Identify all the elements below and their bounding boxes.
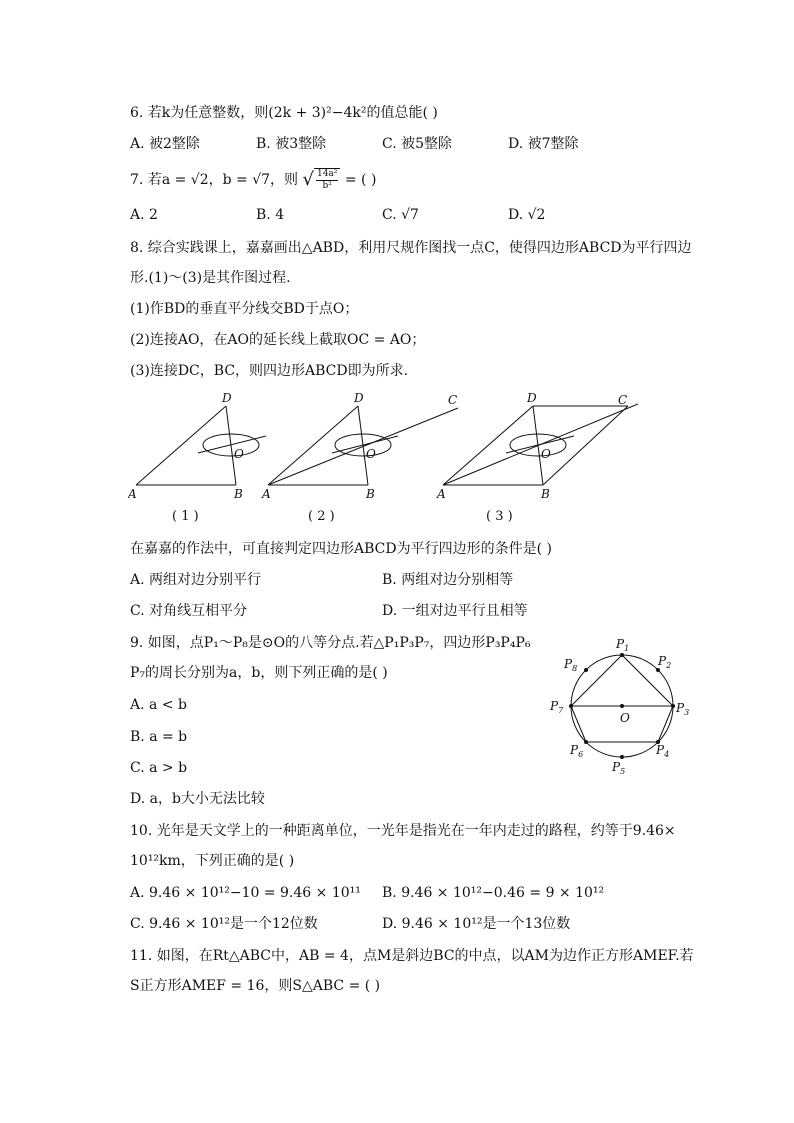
q7-frac-numerator: 14a² (316, 169, 338, 179)
q7-option-d: D. √2 (508, 207, 546, 223)
fig3-label-d: D (527, 391, 537, 405)
q11-stem-line1: 11. 如图，在Rt△ABC中，AB = 4，点M是斜边BC的中点，以AM为边作正方形AMEF.若 (130, 948, 694, 964)
q9-label-p2: $P_2$ (658, 654, 672, 670)
q9-stem-line1: 9. 如图，点P₁～P₈是⊙O的八等分点.若△P₁P₃P₇，四边形P₃P₄P₆ (130, 635, 531, 651)
q10-option-a: A. 9.46 × 10¹²−10 = 9.46 × 10¹¹ (130, 885, 361, 901)
fig3-label-b: B (541, 487, 550, 501)
q9-label-p8: $P_8$ (564, 657, 578, 673)
q10-option-c: C. 9.46 × 10¹²是一个12位数 (130, 916, 318, 932)
q8-option-b: B. 两组对边分别相等 (382, 572, 514, 588)
q9-label-p1: $P_1$ (616, 637, 630, 653)
fig1-label-b: B (234, 487, 243, 501)
fig3-label-c: C (618, 393, 628, 407)
q8-question: 在嘉嘉的作法中，可直接判定四边形ABCD为平行四边形的条件是( ) (130, 541, 552, 557)
q6-option-c: C. 被5整除 (382, 136, 453, 152)
fig3-label-a: A (437, 487, 446, 501)
q8-option-d: D. 一组对边平行且相等 (382, 603, 528, 619)
fig1-label-a: A (128, 487, 137, 501)
q10-option-d: D. 9.46 × 10¹²是一个13位数 (382, 916, 571, 932)
q8-step2: (2)连接AO，在AO的延长线上截取OC = AO； (130, 332, 426, 348)
q9-option-c: C. a > b (130, 760, 188, 776)
q9-option-d: D. a，b大小无法比较 (130, 791, 265, 807)
q10-stem-line2: 10¹²km，下列正确的是( ) (130, 853, 295, 869)
q6-option-d: D. 被7整除 (508, 136, 579, 152)
q9-label-p6: $P_6$ (570, 743, 584, 759)
fig1-label-d: D (222, 391, 232, 405)
q10-stem-line1: 10. 光年是天文学上的一种距离单位，一光年是指光在一年内走过的路程，约等于9.46× (130, 823, 676, 839)
q7-stem-mid: a = √2，b = √7，则 (161, 172, 299, 188)
fig1-caption: ( 1 ) (172, 509, 199, 524)
q9-option-a: A. a < b (130, 697, 187, 713)
fig1-label-o: O (234, 447, 244, 461)
q7-frac-denominator: b² (322, 181, 332, 191)
q7-stem-pre: 7. 若 (130, 172, 162, 188)
q6-option-a: A. 被2整除 (130, 136, 200, 152)
q9-option-b: B. a = b (130, 729, 188, 745)
q7-option-b: B. 4 (256, 207, 285, 223)
q8-option-c: C. 对角线互相平分 (130, 603, 248, 619)
q7-option-a: A. 2 (130, 207, 158, 223)
q10-option-b: B. 9.46 × 10¹²−0.46 = 9 × 10¹² (382, 885, 605, 901)
q8-step1: (1)作BD的垂直平分线交BD于点O； (130, 301, 359, 317)
q8-stem-line1: 8. 综合实践课上，嘉嘉画出△ABD，利用尺规作图找一点C，使得四边形ABCD为平行四边 (130, 240, 692, 256)
q7-option-c: C. √7 (382, 207, 419, 223)
fig3-caption: ( 3 ) (486, 509, 513, 524)
q8-step3: (3)连接DC，BC，则四边形ABCD即为所求. (130, 363, 409, 379)
q6-stem: 6. 若k为任意整数，则(2k + 3)²−4k²的值总能( ) (130, 105, 438, 121)
fig2-caption: ( 2 ) (308, 509, 335, 524)
q9-label-p7: $P_7$ (550, 699, 564, 715)
q8-option-a: A. 两组对边分别平行 (130, 572, 262, 588)
q8-figures (128, 390, 648, 508)
q11-stem-line2: S正方形AMEF = 16，则S△ABC = ( ) (130, 978, 381, 994)
q8-stem-line2: 形.(1)～(3)是其作图过程. (130, 270, 291, 286)
q9-label-p3: $P_3$ (676, 701, 690, 717)
q9-stem-line2: P₇的周长分别为a，b，则下列正确的是( ) (130, 665, 388, 681)
q9-label-p4: $P_4$ (656, 743, 670, 759)
fig3-label-o: O (541, 447, 551, 461)
fig2-label-a: A (262, 487, 271, 501)
fig2-label-o: O (366, 447, 376, 461)
fig2-label-d: D (354, 391, 364, 405)
fig2-label-c: C (448, 393, 458, 407)
q9-label-o: O (620, 711, 630, 725)
q7-stem-post: = ( ) (344, 172, 377, 188)
q9-octagon-figure (540, 628, 700, 788)
q7-stem: 7. 若a = √2，b = √7，则 √ $\frac{\text{14a²}}{\text{b²}}$ = ( ) (130, 169, 377, 191)
q6-option-b: B. 被3整除 (256, 136, 327, 152)
q9-label-p5: $P_5$ (612, 760, 626, 776)
fig2-label-b: B (366, 487, 375, 501)
